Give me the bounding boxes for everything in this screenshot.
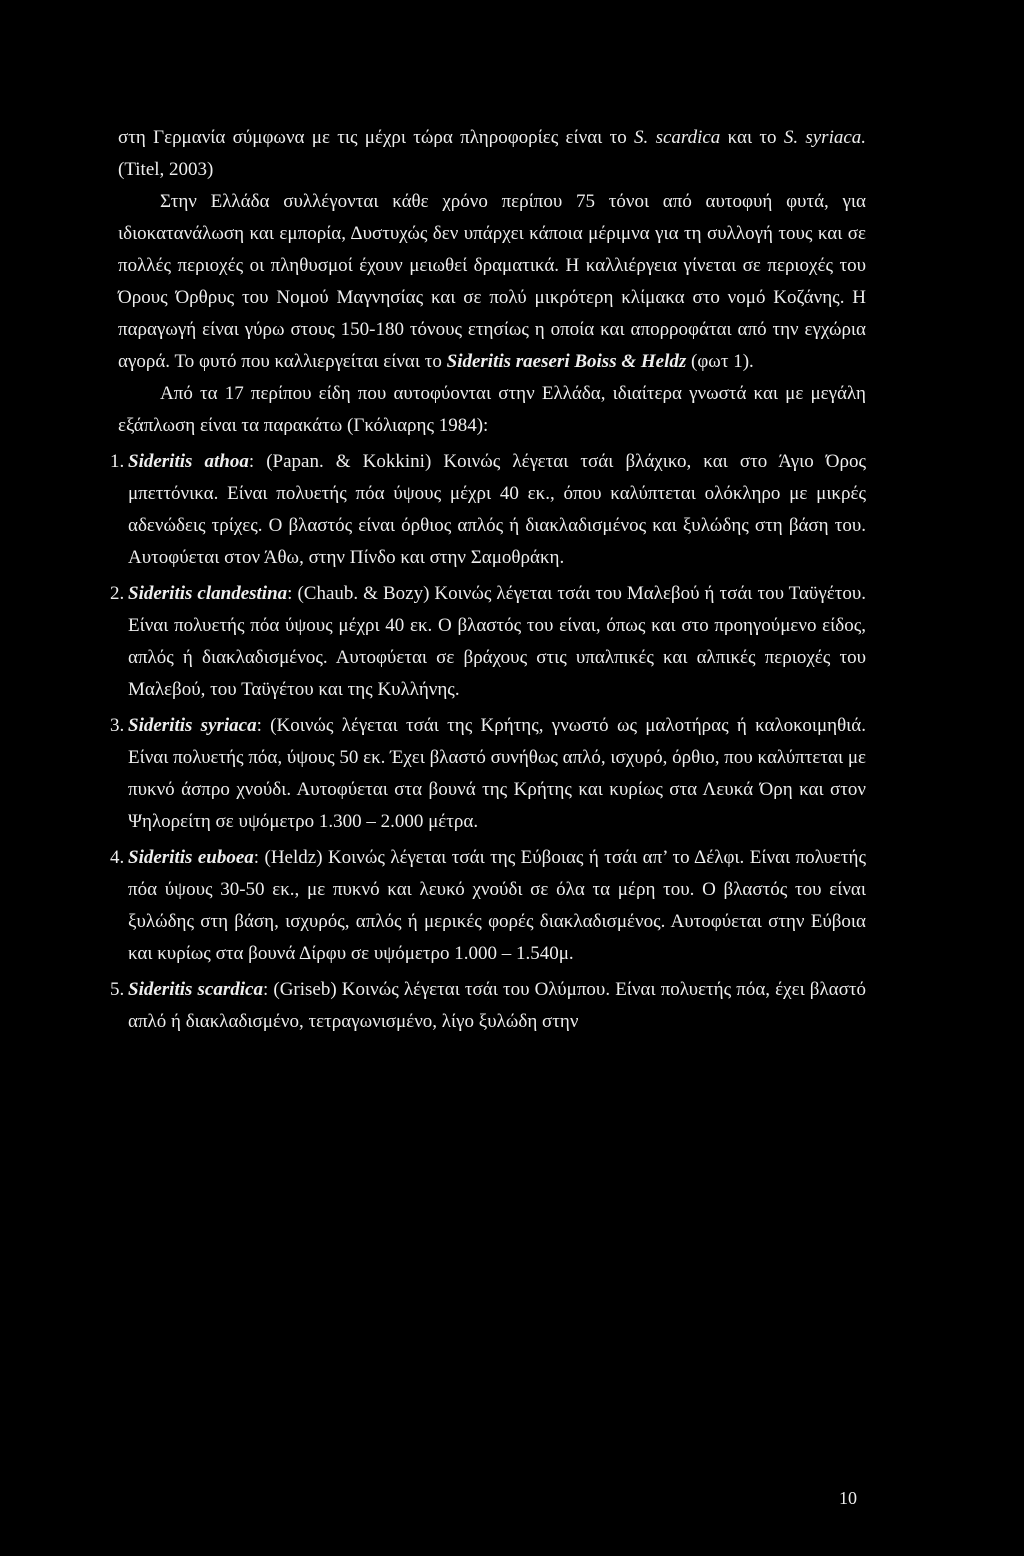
species-name: S. scardica (634, 127, 721, 148)
list-item: 3. Sideritis syriaca: (Κοινώς λέγεται τσάι της Κρήτης, γνωστό ως μαλοτήρας ή καλοκοιμηθιά. Είναι πολυετής πόα, ύψους 50 εκ. Έχει βλαστό συνήθως απλό, ισχυρό, όρθιο, που καλύπτεται με πυκνό άσπρο χνούδι. Αυτοφύεται στα βουνά της Κρήτης και κυρίως στα Λευκά Όρη και στον Ψηλορείτη σε υψόμετρο 1.300 – 2.000 μέτρα. (110, 715, 866, 832)
paragraph-3: Από τα 17 περίπου είδη που αυτοφύονται στην Ελλάδα, ιδιαίτερα γνωστά και με μεγάλη εξάπλωση είναι τα παρακάτω (Γκόλιαρης 1984): (118, 383, 866, 436)
species-name: Sideritis raeseri Boiss & Heldz (446, 351, 687, 372)
list-item: 2. Sideritis clandestina: (Chaub. & Bozy) Κοινώς λέγεται τσάι του Μαλεβού ή τσάι του Ταϋγέτου. Είναι πολυετής πόα ύψους μέχρι 40 εκ. Ο βλαστός του είναι, όπως και στο προηγούμενο είδος, απλός ή διακλαδισμένος. Αυτοφύεται σε βράχους στις υπαλπικές και αλπικές περιοχές του Μαλεβού, του Ταϋγέτου και της Κυλλήνης. (110, 583, 866, 700)
species-name: Sideritis clandestina (128, 583, 288, 604)
species-name: S. syriaca. (783, 127, 867, 148)
species-name: Sideritis syriaca (128, 715, 257, 736)
list-item: 4. Sideritis euboea: (Heldz) Κοινώς λέγεται τσάι της Εύβοιας ή τσάι απ’ το Δέλφι. Είναι πολυετής πόα ύψους 30-50 εκ., με πυκνό και λευκό χνούδι σε όλα τα μέρη του. Ο βλαστός του είναι ξυλώδης στη βάση, ισχυρός, απλός ή μερικές φορές διακλαδισμένος. Αυτοφύεται στην Εύβοια και κυρίως στα βουνά Δίρφυ σε υψόμετρο 1.000 – 1.540μ. (110, 847, 866, 964)
paragraph-1: στη Γερμανία σύμφωνα με τις μέχρι τώρα πληροφορίες είναι το S. scardica και το S. syriaca. (Titel, 2003) (118, 127, 867, 180)
list-item: 1. Sideritis athoa: (Papan. & Kokkini) Κοινώς λέγεται τσάι βλάχικο, και στο Άγιο Όρος μπεττόνικα. Είναι πολυετής πόα ύψους μέχρι 40 εκ., όπου καλύπτεται ολόκληρο με μικρές αδενώδεις τρίχες. Ο βλαστός είναι όρθιος απλός ή διακλαδισμένος και ξυλώδης στη βάση του. Αυτοφύεται στον Άθω, στην Πίνδο και στην Σαμοθράκη. (110, 451, 867, 568)
paragraph-2: Στην Ελλάδα συλλέγονται κάθε χρόνο περίπου 75 τόνοι από αυτοφυή φυτά, για ιδιοκατανάλωση και εμπορία, Δυστυχώς δεν υπάρχει κάποια μέριμνα για τη συλλογή τους και σε πολλές περιοχές οι πληθυσμοί έχουν μειωθεί δραματικά. Η καλλιέργεια γίνεται σε περιοχές του Όρους Όρθρυς του Νομού Μαγνησίας και σε πολύ μικρότερη κλίμακα στο νομό Κοζάνης. Η παραγωγή είναι γύρω στους 150-180 τόνους ετησίως η οποία και απορροφάται από την εγχώρια αγορά. Το φυτό που καλλιεργείται είναι το Sideritis raeseri Boiss & Heldz (φωτ 1). (118, 191, 866, 372)
species-name: Sideritis euboea (128, 847, 254, 868)
document-body (110, 122, 867, 1038)
list-item: 5. Sideritis scardica: (Griseb) Κοινώς λέγεται τσάι του Ολύμπου. Είναι πολυετής πόα, έχει βλαστό απλό ή διακλαδισμένο, τετραγωνισμένο, λίγο ξυλώδη στην (110, 979, 867, 1032)
species-name: Sideritis athoa (128, 451, 249, 472)
page-number: 10 (839, 1488, 857, 1508)
species-name: Sideritis scardica (128, 979, 263, 1000)
